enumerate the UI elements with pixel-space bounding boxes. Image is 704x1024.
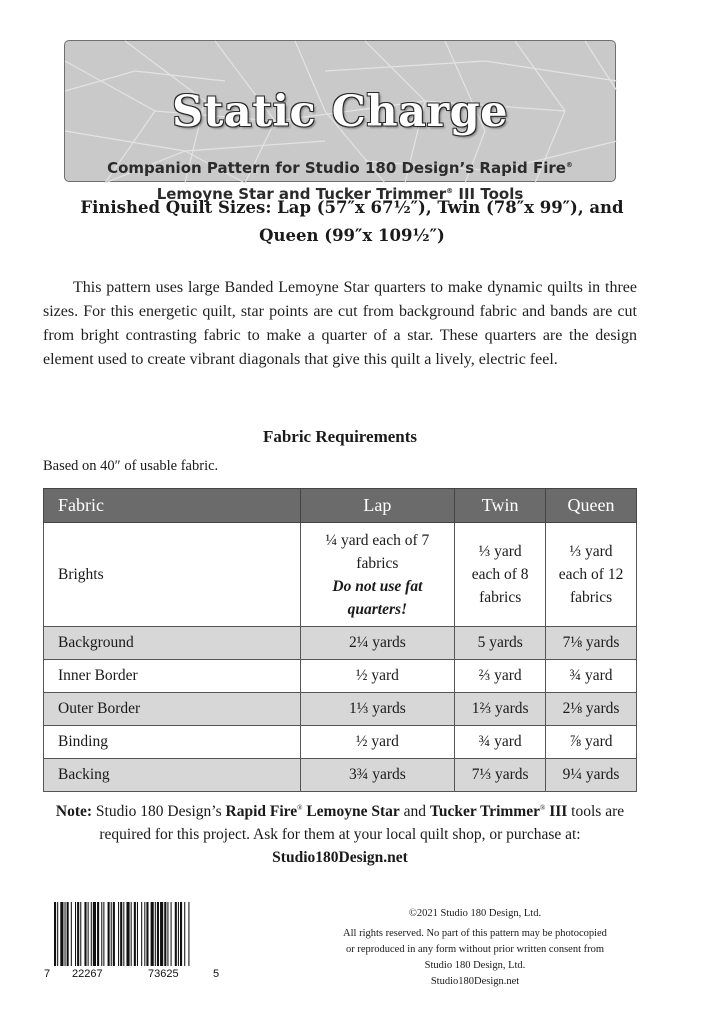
banner-subtitle-line1: Companion Pattern for Studio 180 Design’s Rapid Fire® xyxy=(107,159,573,177)
barcode-digits-left: 22267 xyxy=(72,968,103,980)
row-inner-border-queen: ¾ yard xyxy=(546,660,637,693)
row-inner-border-name: Inner Border xyxy=(44,660,301,693)
website-link: Studio180Design.net xyxy=(272,849,408,866)
row-background-lap: 2¼ yards xyxy=(300,627,455,660)
row-binding-name: Binding xyxy=(44,726,301,759)
row-backing-name: Backing xyxy=(44,759,301,792)
row-background-name: Background xyxy=(44,627,301,660)
finished-sizes-line2: Queen (99″x 109½″) xyxy=(259,226,445,245)
upc-barcode xyxy=(42,902,222,986)
header-fabric: Fabric xyxy=(44,489,301,523)
copyright-line: ©2021 Studio 180 Design, Ltd. xyxy=(408,908,542,919)
finished-sizes-line1: Finished Quilt Sizes: Lap (57″x 67½″), Twin (78″x 99″), and xyxy=(80,198,624,217)
header-lap: Lap xyxy=(300,489,455,523)
pattern-title: Static Charge xyxy=(171,87,509,137)
row-outer-border-queen: 2⅛ yards xyxy=(546,693,637,726)
table-header-row xyxy=(44,489,637,523)
rights-line1: All rights reserved. No part of this pattern may be photocopied xyxy=(343,928,607,939)
row-brights-queen: ⅓ yard each of 12 fabrics xyxy=(546,523,637,627)
row-inner-border-lap: ½ yard xyxy=(300,660,455,693)
row-outer-border-lap: 1⅓ yards xyxy=(300,693,455,726)
fabric-requirements-heading: Fabric Requirements xyxy=(262,427,418,446)
header-twin: Twin xyxy=(455,489,546,523)
row-brights-name: Brights xyxy=(44,523,301,627)
copyright-website: Studio180Design.net xyxy=(430,976,520,987)
fabric-basis-note: Based on 40″ of usable fabric. xyxy=(43,458,219,474)
row-backing-queen: 9¼ yards xyxy=(546,759,637,792)
row-outer-border-name: Outer Border xyxy=(44,693,301,726)
row-binding-twin: ¾ yard xyxy=(455,726,546,759)
table-row xyxy=(44,693,637,726)
rights-line2: or reproduced in any form without prior written consent from xyxy=(345,944,605,955)
banner-subtitle-line2: Lemoyne Star and Tucker Trimmer® III Tools xyxy=(156,185,524,203)
table-row xyxy=(44,759,637,792)
row-background-twin: 5 yards xyxy=(455,627,546,660)
barcode-digit-last: 5 xyxy=(213,968,220,980)
table-row xyxy=(44,660,637,693)
row-backing-lap: 3¾ yards xyxy=(300,759,455,792)
row-inner-border-twin: ⅔ yard xyxy=(455,660,546,693)
barcode-digits-right: 73625 xyxy=(148,968,179,980)
row-brights-twin: ⅓ yard each of 8 fabrics xyxy=(455,523,546,627)
row-outer-border-twin: 1⅔ yards xyxy=(455,693,546,726)
fabric-requirements-table xyxy=(43,488,637,792)
table-row xyxy=(44,726,637,759)
header-queen: Queen xyxy=(546,489,637,523)
rights-line3: Studio 180 Design, Ltd. xyxy=(424,960,526,971)
table-row xyxy=(44,627,637,660)
row-brights-lap: ¼ yard each of 7 fabrics Do not use fat quarters! xyxy=(300,523,455,627)
table-row xyxy=(44,523,637,627)
row-background-queen: 7⅛ yards xyxy=(546,627,637,660)
row-binding-queen: ⅞ yard xyxy=(546,726,637,759)
intro-paragraph: This pattern uses large Banded Lemoyne Star quarters to make dynamic quilts in three sizes. For this energetic quilt, star points are cut from background fabric and bands are cut from bright contrasting fabric to make a quarter of a star. These quarters are the design element used to create vibrant diagonals that give this quilt a lively, electric feel. xyxy=(43,279,637,368)
row-backing-twin: 7⅓ yards xyxy=(455,759,546,792)
row-binding-lap: ½ yard xyxy=(300,726,455,759)
tools-note: Note: Studio 180 Design’s Rapid Fire® Lemoyne Star and Tucker Trimmer® III tools are required for this project. Ask for them at your local quilt shop, or purchase at: Studio180Design.net xyxy=(55,803,625,866)
title-banner xyxy=(64,40,616,203)
barcode-digit-first: 7 xyxy=(44,968,51,980)
